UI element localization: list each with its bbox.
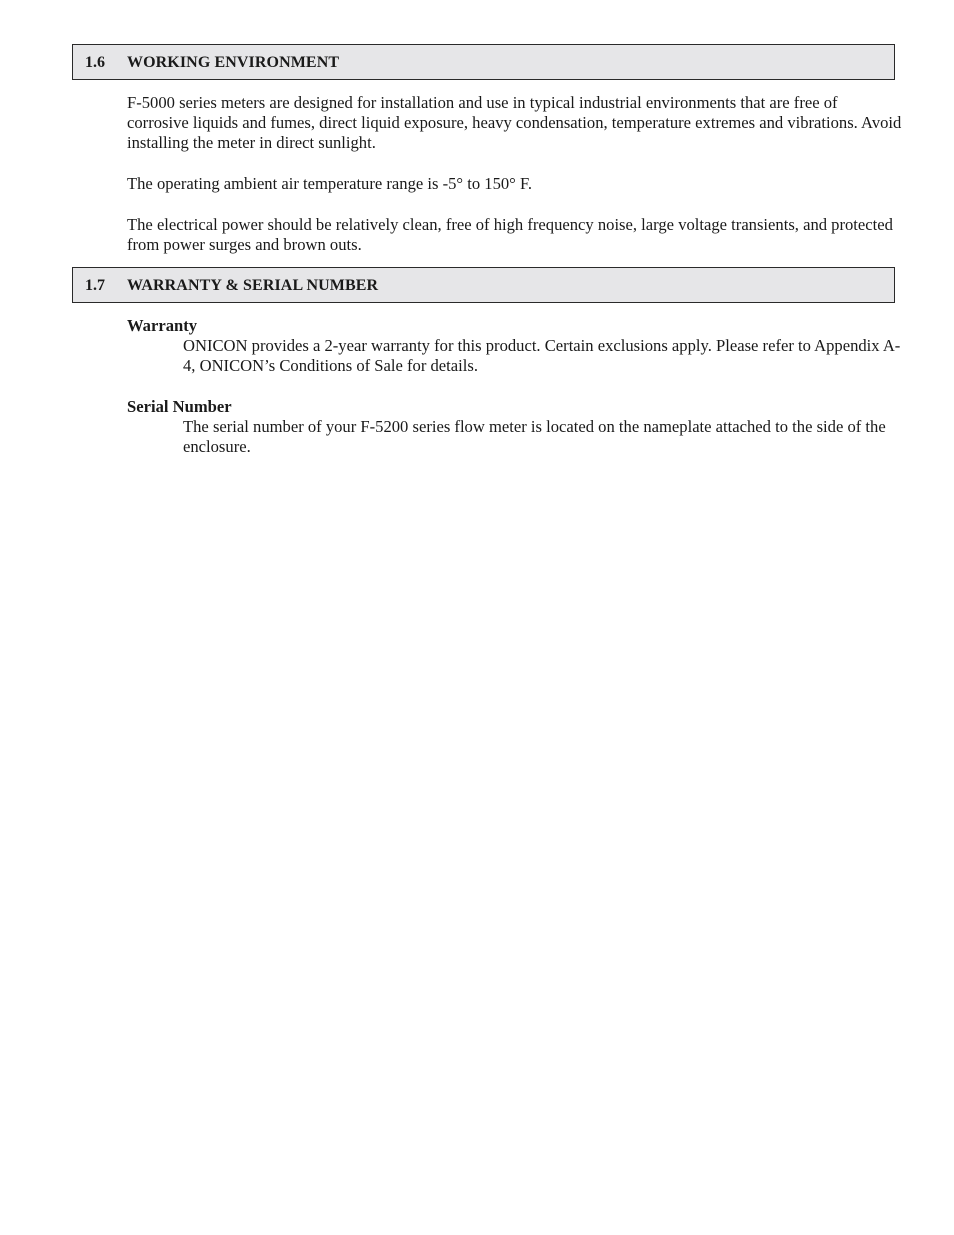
section-number: 1.7 [85, 277, 105, 294]
working-environment-paragraph-1: F-5000 series meters are designed for installation and use in typical industrial environments that are free of corrosive liquids and fumes, direct liquid exposure, heavy condensation, temperature extremes and vibrations. Avoid installing the meter in direct sunlight. [127, 93, 902, 152]
warranty-heading: Warranty [127, 316, 198, 335]
section-header-warranty-serial [72, 267, 895, 303]
section-title: WARRANTY & SERIAL NUMBER [127, 277, 379, 294]
section-number: 1.6 [85, 54, 105, 71]
serial-number-heading: Serial Number [127, 397, 232, 416]
serial-number-text: The serial number of your F-5200 series flow meter is located on the nameplate attached to the side of the enclosure. [183, 417, 886, 456]
section-header-working-environment [72, 44, 895, 80]
working-environment-paragraph-3: The electrical power should be relatively clean, free of high frequency noise, large voltage transients, and protected from power surges and brown outs. [127, 215, 893, 254]
working-environment-paragraph-2: The operating ambient air temperature range is -5° to 150° F. [127, 174, 532, 193]
section-title: WORKING ENVIRONMENT [127, 54, 340, 71]
warranty-text: ONICON provides a 2-year warranty for this product. Certain exclusions apply. Please refer to Appendix A-4, ONICON’s Conditions of Sale for details. [183, 336, 901, 375]
